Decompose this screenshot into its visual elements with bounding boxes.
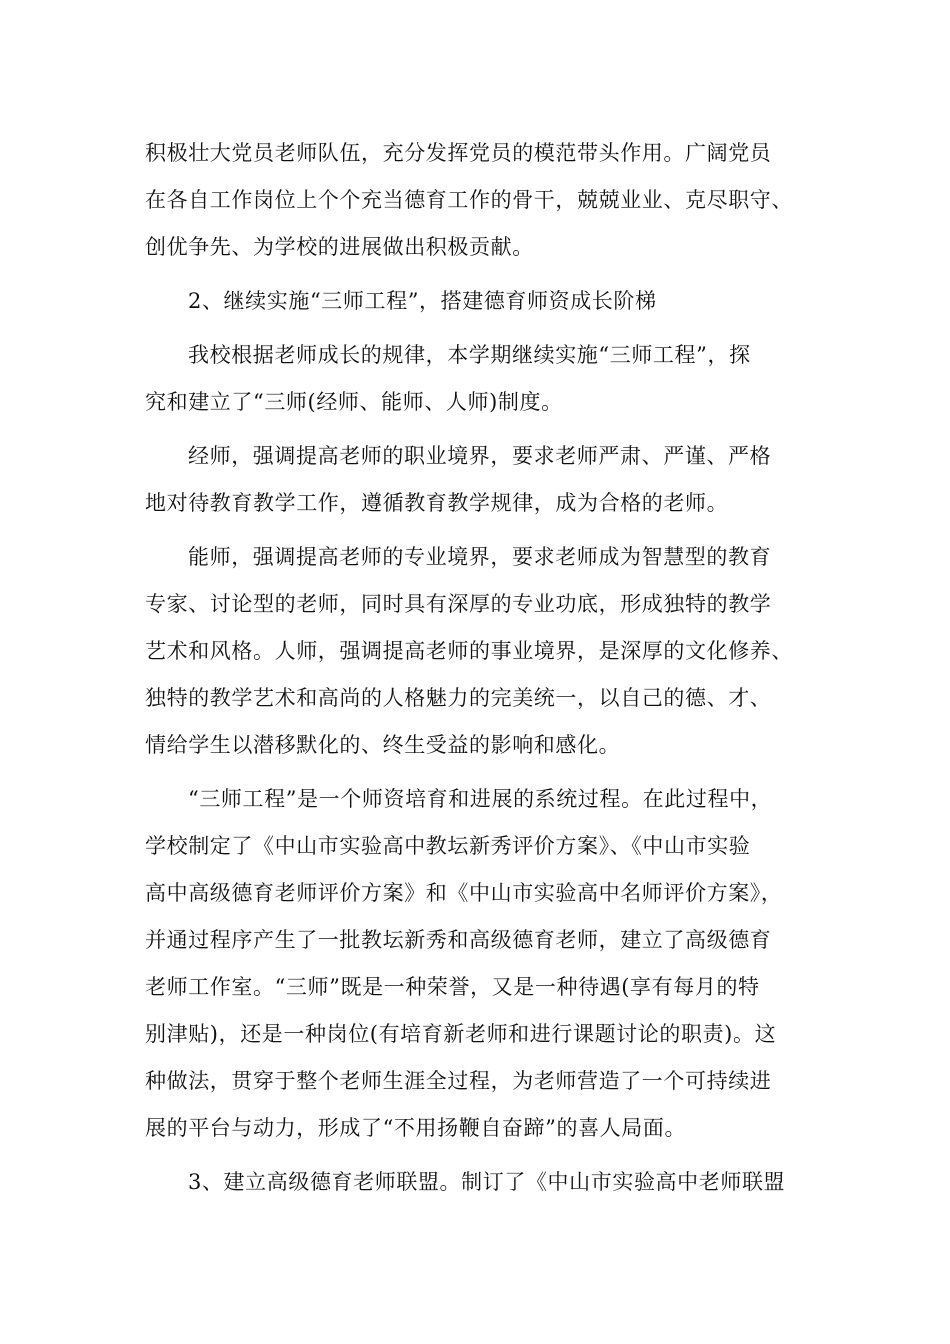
text-line: 我校根据老师成长的规律，本学期继续实施“三师工程”，探 [188, 343, 751, 367]
text-line: 别津贴)，还是一种岗位(有培育新老师和进行课题讨论的职责)。这 [145, 1022, 777, 1046]
section-heading: 3、建立高级德育老师联盟。制订了《中山市实验高中老师联盟 [188, 1170, 786, 1194]
text-line: 在各自工作岗位上个个充当德育工作的骨干，兢兢业业、克尽职守、 [145, 188, 793, 212]
text-line: 情给学生以潜移默化的、终生受益的影响和感化。 [145, 733, 621, 757]
text-line: 创优争先、为学校的进展做出积极贡献。 [145, 235, 534, 259]
text-line: 展的平台与动力，形成了“不用扬鞭自奋蹄”的喜人局面。 [145, 1116, 687, 1140]
text-line: 独特的教学艺术和高尚的人格魅力的完美统一，以自己的德、才、 [145, 686, 772, 710]
text-line: 学校制定了《中山市实验高中教坛新秀评价方案》、《中山市实验 [145, 834, 751, 858]
text-line: 能师，强调提高老师的专业境界，要求老师成为智慧型的教育 [188, 545, 772, 569]
text-line: “三师工程”是一个师资培育和进展的系统过程。在此过程中， [188, 787, 773, 811]
text-line: 积极壮大党员老师队伍，充分发挥党员的模范带头作用。广阔党员 [145, 141, 772, 165]
text-line: 究和建立了“三师(经师、能师、人师)制度。 [145, 390, 563, 414]
text-line: 并通过程序产生了一批教坛新秀和高级德育老师，建立了高级德育 [145, 928, 772, 952]
text-line: 种做法，贯穿于整个老师生涯全过程，为老师营造了一个可持续进 [145, 1069, 772, 1093]
text-line: 地对待教育教学工作，遵循教育教学规律，成为合格的老师。 [145, 491, 729, 515]
text-line: 老师工作室。“三师”既是一种荣誉，又是一种待遇(享有每月的特 [145, 975, 760, 999]
section-heading: 2、继续实施“三师工程”，搭建德育师资成长阶梯 [188, 289, 657, 313]
text-line: 专家、讨论型的老师，同时具有深厚的专业功底，形成独特的教学 [145, 592, 772, 616]
text-line: 经师，强调提高老师的职业境界，要求老师严肃、严谨、严格 [188, 444, 772, 468]
text-line: 高中高级德育老师评价方案》和《中山市实验高中名师评价方案》， [145, 881, 783, 905]
text-line: 艺术和风格。人师，强调提高老师的事业境界，是深厚的文化修养、 [145, 639, 793, 663]
